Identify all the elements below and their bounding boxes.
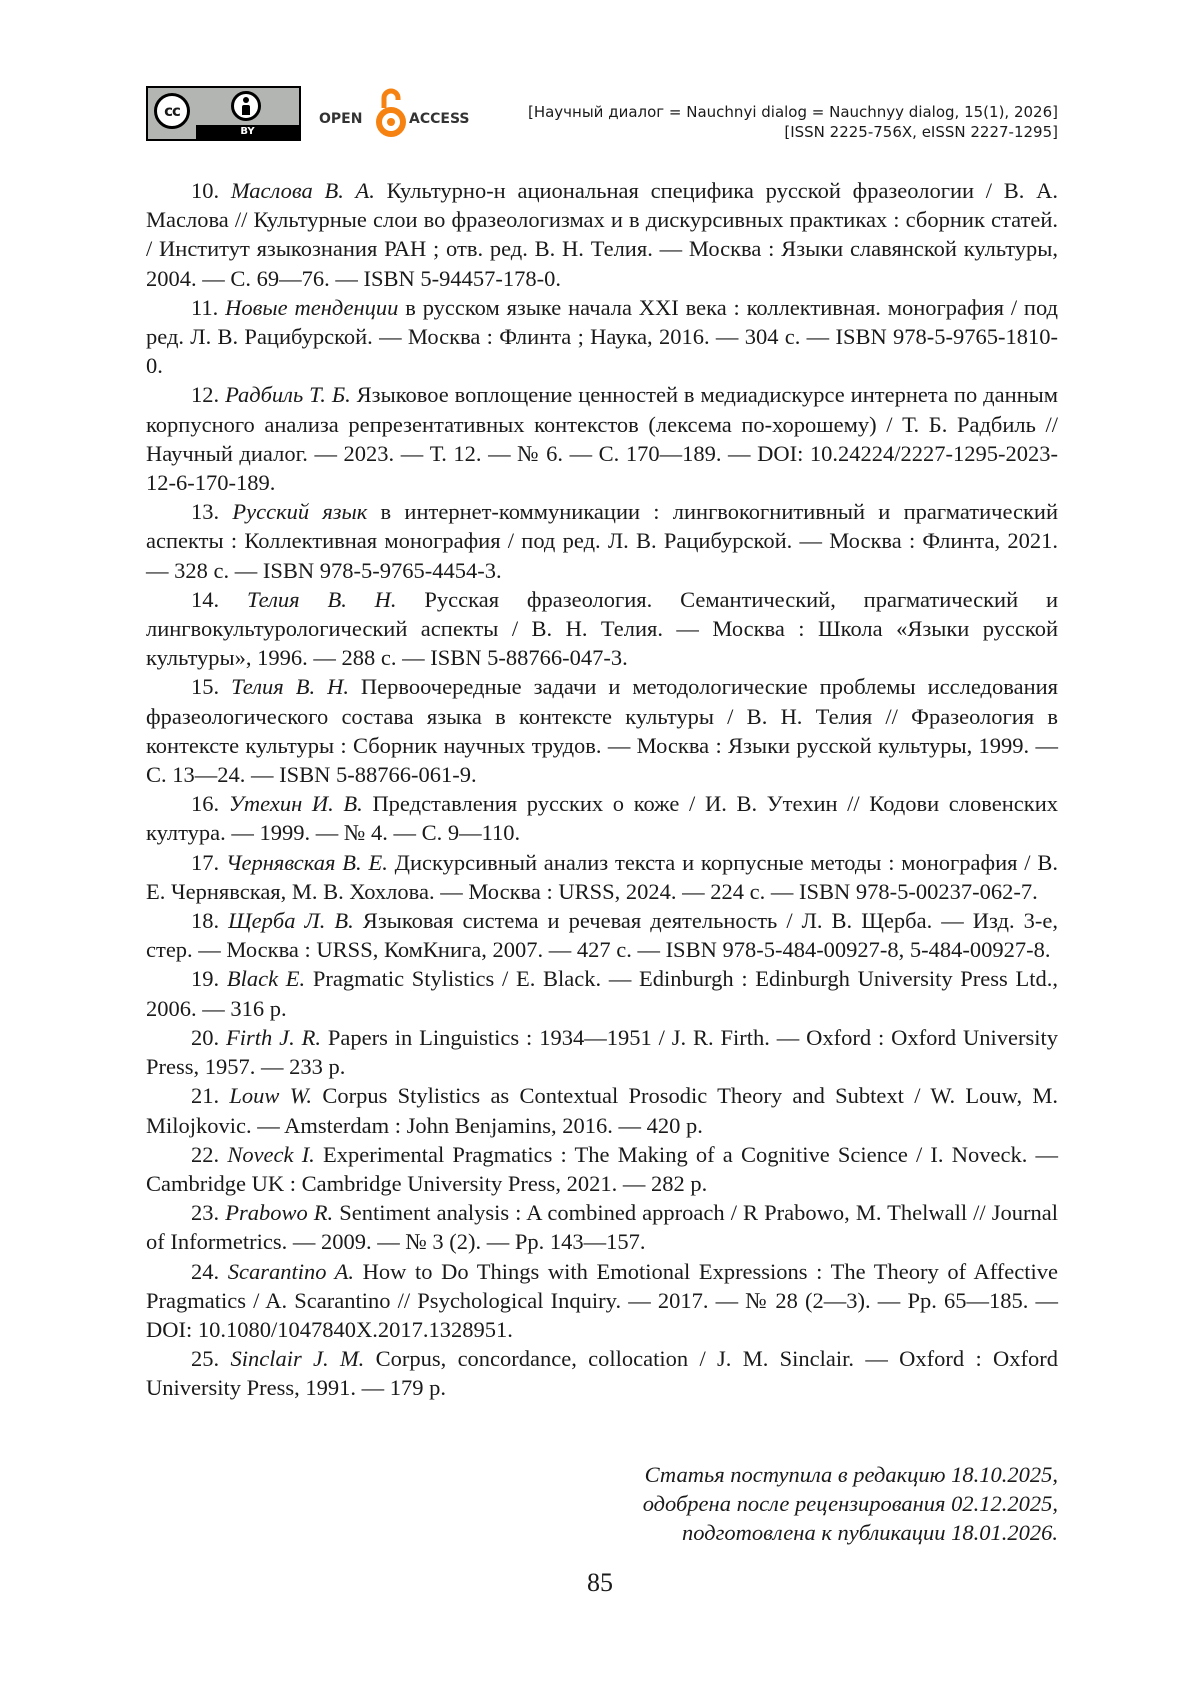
reference-item: 16. Утехин И. В. Представления русских о коже / И. В. Утехин // Кодови словенских култура. — 1999. — № 4. — С. 9—110. — [146, 791, 1058, 846]
open-access-left-text: OPEN — [319, 111, 363, 127]
reference-author: Маслова В. А. — [230, 178, 375, 203]
reference-item: 10. Маслова В. А. Культурно-н ациональная специфика русской фразеологии / В. А. Маслова // Культурные слои во фразеологизмах и в дискурсивных практиках : сборник статей. / Институт языкознания РАН ; отв. ред. В. Н. Телия. — Москва : Языки славянской культуры, 2004. — С. 69—76. — ISBN 5-94457-178-0. — [146, 178, 1058, 291]
reference-item: 14. Телия В. Н. Русская фразеология. Семантический, прагматический и лингвокультурологический аспекты / В. Н. Телия. — Москва : Школа «Языки русской культуры», 1996. — 288 с. — ISBN 5-88766-047-3. — [146, 586, 1059, 671]
reference-item: 21. Louw W. Corpus Stylistics as Contextual Prosodic Theory and Subtext / W. Louw, M. Milojkovic. — Amsterdam : John Benjamins, 2016. — 420 p. — [146, 1083, 1059, 1138]
reference-author: Scarantino A. — [227, 1258, 355, 1284]
prepared-date: подготовлена к публикации 18.01.2026. — [682, 1520, 1058, 1546]
reference-author: Sinclair J. M. — [230, 1346, 365, 1372]
reference-item: 12. Радбиль Т. Б. Языковое воплощение ценностей в медиадискурсе интернета по данным корпусного анализа репрезентативных контекстов (лексема по-хорошему) / Т. Б. Радбиль // Научный диалог. — 2023. — Т. 12. — № 6. — С. 170—189. — DOI: 10.24224/2227-1295-2023-12-6-170-189. — [146, 382, 1059, 496]
journal-citation: [Научный диалог = Nauchnyi dialog = Nauchnyy dialog, 15(1), 2026] — [527, 103, 1058, 121]
reference-author: Noveck I. — [227, 1141, 315, 1167]
reference-author: Prabowo R. — [225, 1200, 334, 1226]
page-header — [146, 84, 1058, 144]
reference-item: 15. Телия В. Н. Первоочередные задачи и методологические проблемы исследования фразеологического состава языка в контексте культуры / В. Н. Телия // Фразеология в контексте культуры : Сборник научных трудов. — Москва : Языки русской культуры, 1999. — С. 13—24. — ISBN 5-88766-061-9. — [146, 674, 1059, 788]
reference-author: Чернявская В. Е. — [225, 849, 388, 875]
reference-list — [146, 176, 1058, 1403]
open-access-logo — [319, 86, 469, 142]
reference-author: Black E. — [226, 966, 306, 992]
reference-item: 17. Чернявская В. Е. Дискурсивный анализ текста и корпусные методы : монография / В. Е. Чернявская, М. В. Хохлова. — Москва : URSS, 2024. — 224 с. — ISBN 978-5-00237-062-7. — [146, 849, 1059, 904]
reference-item: 13. Русский язык в интернет-коммуникации : лингвокогнитивный и прагматический аспекты : Коллективная монография / под ред. Л. В. Рацибурской. — Москва : Флинта, 2021. — 328 с. — ISBN 978-5-9765-4454-3. — [146, 499, 1059, 583]
reference-author: Радбиль Т. Б. — [225, 382, 351, 408]
by-label: BY — [196, 125, 299, 139]
reference-author: Новые тенденции — [225, 294, 399, 320]
reference-item: 22. Noveck I. Experimental Pragmatics : The Making of a Cognitive Science / I. Noveck. — Cambridge UK : Cambridge University Press, 2021. — 282 p. — [146, 1141, 1059, 1196]
journal-issn: [ISSN 2225-756X, eISSN 2227-1295] — [784, 123, 1058, 141]
reference-item: 18. Щерба Л. В. Языковая система и речевая деятельность / Л. В. Щерба. — Изд. 3-е, стер. — Москва : URSS, КомКнига, 2007. — 427 с. — ISBN 978-5-484-00927-8, 5-484-00927-8. — [146, 908, 1058, 963]
reference-item: 23. Prabowo R. Sentiment analysis : A combined approach / R Prabowo, M. Thelwall // Journal of Informetrics. — 2009. — № 3 (2). — Pp. 143—157. — [146, 1200, 1059, 1255]
approved-date: одобрена после рецензирования 02.12.2025, — [642, 1491, 1058, 1517]
reference-author: Телия В. Н. — [231, 674, 349, 700]
cc-by-license-badge[interactable] — [146, 86, 301, 141]
reference-author: Firth J. R. — [226, 1024, 322, 1050]
cc-icon: cc — [154, 93, 190, 129]
reference-item: 24. Scarantino A. How to Do Things with Emotional Expressions : The Theory of Affective Pragmatics / A. Scarantino // Psychological Inquiry. — 2017. — № 28 (2—3). — Pp. 65—185. — DOI: 10.1080/1047840X.2017.1328951. — [146, 1258, 1058, 1342]
attribution-icon — [231, 91, 261, 121]
received-date: Статья поступила в редакцию 18.10.2025, — [644, 1462, 1058, 1487]
reference-author: Русский язык — [232, 499, 368, 525]
reference-item: 20. Firth J. R. Papers in Linguistics : 1934—1951 / J. R. Firth. — Oxford : Oxford University Press, 1957. — 233 p. — [146, 1024, 1059, 1080]
reference-item: 11. Новые тенденции в русском языке начала XXI века : коллективная. монография / под ред. Л. В. Рацибурской. — Москва : Флинта ; Наука, 2016. — 304 с. — ISBN 978-5-9765-1810-0. — [146, 294, 1058, 379]
page-number: 85 — [587, 1568, 613, 1597]
reference-author: Щерба Л. В. — [228, 908, 354, 934]
reference-author: Телия В. Н. — [246, 586, 397, 612]
journal-info — [528, 102, 1058, 142]
open-access-right-text: ACCESS — [409, 111, 470, 127]
article-dates-note — [643, 1460, 1058, 1548]
reference-item: 25. Sinclair J. M. Corpus, concordance, collocation / J. M. Sinclair. — Oxford : Oxford University Press, 1991. — 179 p. — [146, 1346, 1059, 1401]
open-access-lock-icon — [375, 86, 407, 142]
reference-author: Louw W. — [229, 1083, 313, 1109]
reference-item: 19. Black E. Pragmatic Stylistics / E. Black. — Edinburgh : Edinburgh University Press Ltd., 2006. — 316 p. — [146, 966, 1058, 1021]
reference-author: Утехин И. В. — [228, 791, 363, 817]
